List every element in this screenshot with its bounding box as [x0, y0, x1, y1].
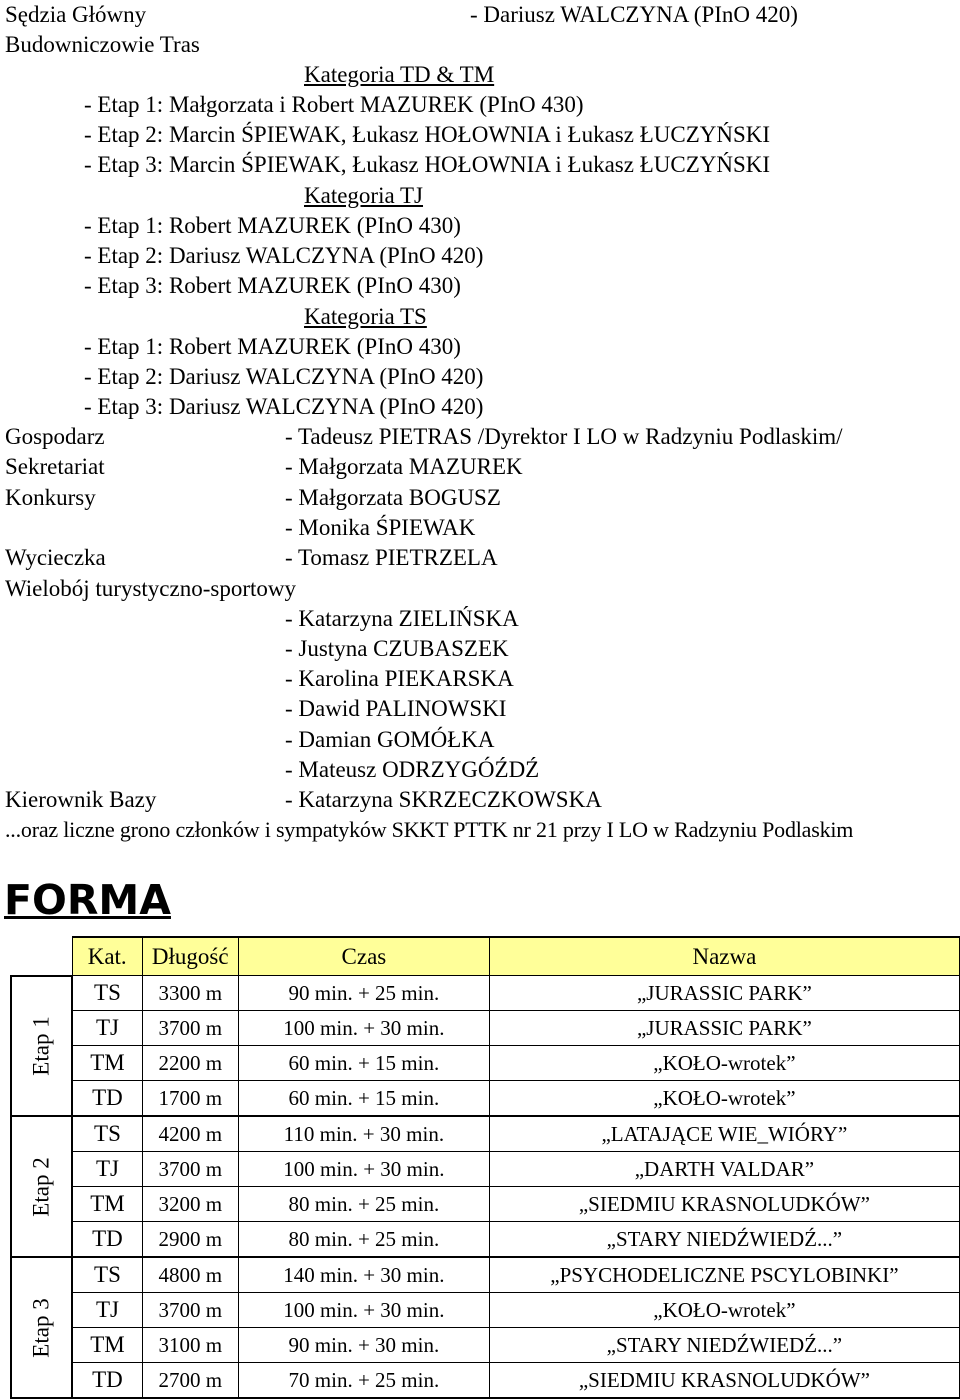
category-line: - Etap 2: Dariusz WALCZYNA (PInO 420): [84, 364, 484, 389]
category-line: - Etap 3: Dariusz WALCZYNA (PInO 420): [84, 394, 484, 419]
cell-length: 3700 m: [142, 1152, 238, 1187]
table-header-kat: Kat.: [72, 937, 142, 976]
cell-kat: TS: [72, 1257, 142, 1293]
cell-name: „PSYCHODELICZNE PSCYLOBINKI”: [489, 1257, 959, 1293]
cell-time: 90 min. + 30 min.: [238, 1328, 489, 1363]
table-header-name: Nazwa: [489, 937, 959, 976]
cell-kat: TS: [72, 976, 142, 1011]
category-line: - Etap 1: Małgorzata i Robert MAZUREK (PInO 430): [84, 92, 584, 117]
cell-time: 100 min. + 30 min.: [238, 1293, 489, 1328]
stage-label-cell: [11, 976, 72, 1117]
category-line: - Etap 1: Robert MAZUREK (PInO 430): [84, 213, 461, 238]
table-row: [11, 1328, 960, 1363]
category-line: - Etap 3: Robert MAZUREK (PInO 430): [84, 273, 461, 298]
cell-name: „KOŁO-wrotek”: [489, 1293, 959, 1328]
cell-time: 80 min. + 25 min.: [238, 1187, 489, 1222]
base-label: Kierownik Bazy: [5, 787, 157, 812]
category-line: - Etap 1: Robert MAZUREK (PInO 430): [84, 334, 461, 359]
host-value: - Tadeusz PIETRAS /Dyrektor I LO w Radzyniu Podlaskim/: [285, 424, 843, 449]
cell-name: „SIEDMIU KRASNOLUDKÓW”: [489, 1363, 959, 1399]
cell-name: „JURASSIC PARK”: [489, 976, 959, 1011]
forma-table: [10, 936, 960, 1399]
multi-member: - Mateusz ODRZYGÓŹDŹ: [285, 757, 540, 782]
table-row: [11, 1363, 960, 1399]
cell-name: „LATAJĄCE WIE_WIÓRY”: [489, 1116, 959, 1152]
category-title-ts: Kategoria TS: [304, 304, 427, 329]
cell-name: „JURASSIC PARK”: [489, 1011, 959, 1046]
cell-kat: TD: [72, 1222, 142, 1258]
cell-length: 3200 m: [142, 1187, 238, 1222]
cell-length: 4800 m: [142, 1257, 238, 1293]
stage-label: Etap 3: [28, 1297, 54, 1358]
multi-member: - Katarzyna ZIELIŃSKA: [285, 606, 519, 631]
cell-kat: TJ: [72, 1011, 142, 1046]
table-row: [11, 1011, 960, 1046]
cell-kat: TJ: [72, 1152, 142, 1187]
stage-label: Etap 2: [28, 1156, 54, 1217]
table-row: [11, 1046, 960, 1081]
cell-time: 140 min. + 30 min.: [238, 1257, 489, 1293]
multi-member: - Dawid PALINOWSKI: [285, 696, 507, 721]
category-line: - Etap 3: Marcin ŚPIEWAK, Łukasz HOŁOWNIA i Łukasz ŁUCZYŃSKI: [84, 152, 771, 177]
builders-label: Budowniczowie Tras: [5, 32, 200, 57]
host-label: Gospodarz: [5, 424, 105, 449]
cell-name: „STARY NIEDŹWIEDŹ...”: [489, 1328, 959, 1363]
cell-length: 3700 m: [142, 1293, 238, 1328]
multi-member: - Justyna CZUBASZEK: [285, 636, 509, 661]
table-row: [11, 1152, 960, 1187]
cell-length: 2700 m: [142, 1363, 238, 1399]
table-header-length: Długość: [142, 937, 238, 976]
category-line: - Etap 2: Dariusz WALCZYNA (PInO 420): [84, 243, 484, 268]
cell-kat: TJ: [72, 1293, 142, 1328]
cell-time: 100 min. + 30 min.: [238, 1152, 489, 1187]
contests-value: - Małgorzata BOGUSZ: [285, 485, 501, 510]
cell-time: 60 min. + 15 min.: [238, 1081, 489, 1117]
cell-kat: TM: [72, 1046, 142, 1081]
category-title-tj: Kategoria TJ: [304, 183, 424, 208]
forma-heading: FORMA: [4, 876, 171, 924]
secretariat-label: Sekretariat: [5, 454, 105, 479]
cell-name: „KOŁO-wrotek”: [489, 1081, 959, 1117]
cell-time: 70 min. + 25 min.: [238, 1363, 489, 1399]
multi-member: - Damian GOMÓŁKA: [285, 727, 495, 752]
cell-kat: TM: [72, 1187, 142, 1222]
table-row: [11, 1257, 960, 1293]
secretariat-value: - Małgorzata MAZUREK: [285, 454, 523, 479]
contests-value: - Monika ŚPIEWAK: [285, 515, 476, 540]
table-row: [11, 1081, 960, 1117]
cell-time: 100 min. + 30 min.: [238, 1011, 489, 1046]
cell-time: 110 min. + 30 min.: [238, 1116, 489, 1152]
cell-name: „DARTH VALDAR”: [489, 1152, 959, 1187]
cell-name: „SIEDMIU KRASNOLUDKÓW”: [489, 1187, 959, 1222]
cell-length: 3100 m: [142, 1328, 238, 1363]
cell-kat: TD: [72, 1363, 142, 1399]
cell-length: 2200 m: [142, 1046, 238, 1081]
trip-label: Wycieczka: [5, 545, 106, 570]
contests-label: Konkursy: [5, 485, 96, 510]
stage-label: Etap 1: [28, 1016, 54, 1076]
table-header-time: Czas: [238, 937, 489, 976]
cell-length: 3300 m: [142, 976, 238, 1011]
cell-kat: TS: [72, 1116, 142, 1152]
cell-time: 80 min. + 25 min.: [238, 1222, 489, 1258]
table-header-blank: [11, 937, 72, 976]
table-row: [11, 976, 960, 1011]
cell-kat: TD: [72, 1081, 142, 1117]
multi-label: Wielobój turystyczno-sportowy: [5, 576, 296, 601]
table-header-row: [11, 937, 960, 976]
table-row: [11, 1222, 960, 1258]
table-row: [11, 1187, 960, 1222]
judge-label: Sędzia Główny: [5, 2, 147, 27]
stage-label-cell: [11, 1257, 72, 1398]
category-line: - Etap 2: Marcin ŚPIEWAK, Łukasz HOŁOWNIA i Łukasz ŁUCZYŃSKI: [84, 122, 771, 147]
trip-value: - Tomasz PIETRZELA: [285, 545, 498, 570]
table-row: [11, 1116, 960, 1152]
cell-length: 4200 m: [142, 1116, 238, 1152]
stage-label-cell: [11, 1116, 72, 1257]
cell-length: 1700 m: [142, 1081, 238, 1117]
base-value: - Katarzyna SKRZECZKOWSKA: [285, 787, 602, 812]
table-row: [11, 1293, 960, 1328]
cell-length: 2900 m: [142, 1222, 238, 1258]
judge-value: - Dariusz WALCZYNA (PInO 420): [470, 2, 798, 27]
cell-name: „STARY NIEDŹWIEDŹ...”: [489, 1222, 959, 1258]
closing-note: ...oraz liczne grono członków i sympatyków SKKT PTTK nr 21 przy I LO w Radzyniu Podlaskim: [5, 817, 854, 842]
cell-kat: TM: [72, 1328, 142, 1363]
multi-member: - Karolina PIEKARSKA: [285, 666, 514, 691]
cell-name: „KOŁO-wrotek”: [489, 1046, 959, 1081]
cell-length: 3700 m: [142, 1011, 238, 1046]
cell-time: 90 min. + 25 min.: [238, 976, 489, 1011]
category-title-td-tm: Kategoria TD & TM: [304, 62, 495, 87]
cell-time: 60 min. + 15 min.: [238, 1046, 489, 1081]
